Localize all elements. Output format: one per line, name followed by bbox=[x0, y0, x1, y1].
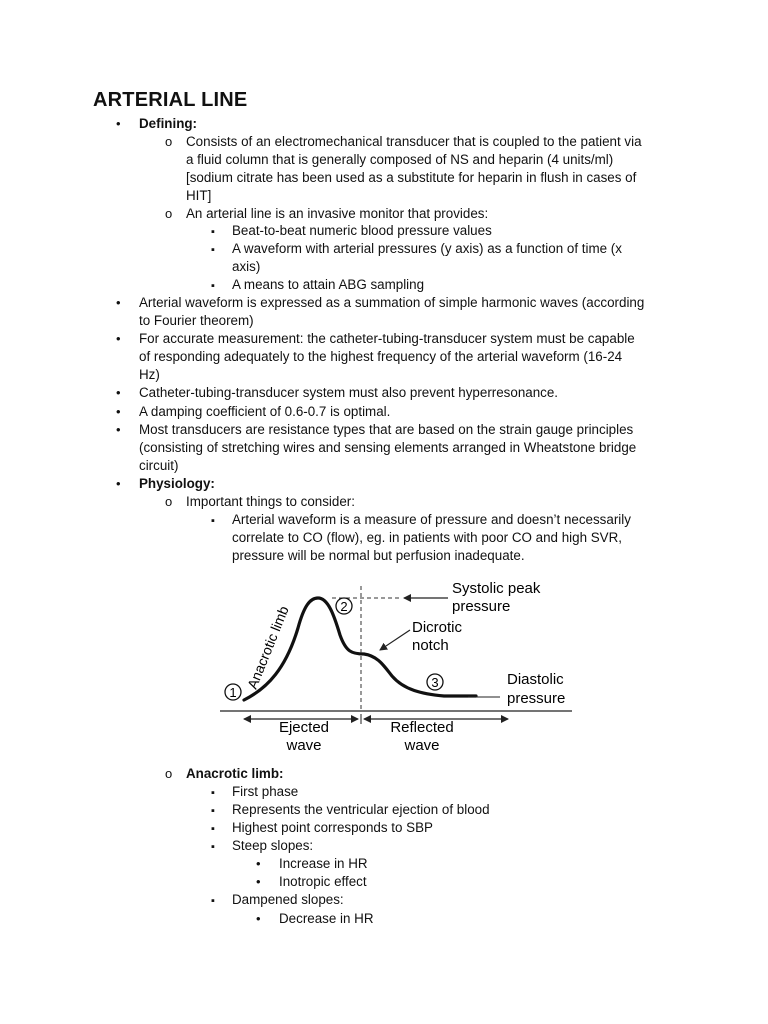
text-line: Most transducers are resistance types that are based on the strain gauge principles bbox=[139, 422, 634, 437]
bullet-marker bbox=[211, 891, 215, 910]
text-line: Consists of an electromechanical transducer that is coupled to the patient via bbox=[186, 134, 642, 149]
diastolic-label-1: Diastolic bbox=[507, 671, 564, 688]
heading-physiology: Physiology: bbox=[139, 476, 215, 491]
bullet-marker bbox=[211, 240, 215, 259]
text-line: pressure will be normal but perfusion inadequate. bbox=[232, 548, 525, 563]
bullet-marker bbox=[116, 115, 121, 133]
text-line: Decrease in HR bbox=[279, 911, 374, 926]
phase-2-number: 2 bbox=[340, 599, 348, 614]
text-line: Dampened slopes: bbox=[232, 892, 344, 907]
bullet-marker bbox=[211, 837, 215, 856]
text-line: circuit) bbox=[139, 458, 179, 473]
bullet-marker bbox=[116, 330, 121, 348]
text-line: A damping coefficient of 0.6-0.7 is optimal. bbox=[139, 404, 391, 419]
bullet-marker bbox=[165, 493, 172, 511]
reflected-label-1: Reflected bbox=[390, 719, 454, 736]
ejected-label-2: wave bbox=[286, 737, 322, 754]
systolic-label-1: Systolic peak bbox=[452, 580, 541, 597]
text-line: HIT] bbox=[186, 188, 212, 203]
text-line: Arterial waveform is a measure of pressure and doesn’t necessarily bbox=[232, 512, 631, 527]
text-line: An arterial line is an invasive monitor that provides: bbox=[186, 206, 489, 221]
arterial-waveform-figure bbox=[200, 570, 600, 760]
systolic-label-2: pressure bbox=[452, 598, 511, 615]
text-line: For accurate measurement: the catheter-tubing-transducer system must be capable bbox=[139, 331, 635, 346]
bullet-marker bbox=[116, 294, 121, 312]
bullet-marker bbox=[116, 421, 121, 439]
text-line: Important things to consider: bbox=[186, 494, 355, 509]
bullet-marker bbox=[165, 765, 172, 783]
text-line: Represents the ventricular ejection of blood bbox=[232, 802, 490, 817]
bullet-marker bbox=[211, 801, 215, 820]
text-line: Highest point corresponds to SBP bbox=[232, 820, 433, 835]
text-line: A waveform with arterial pressures (y axis) as a function of time (x bbox=[232, 241, 622, 256]
text-line: Catheter-tubing-transducer system must also prevent hyperresonance. bbox=[139, 385, 559, 400]
bullet-marker bbox=[211, 783, 215, 802]
bullet-marker bbox=[211, 511, 215, 530]
text-line: axis) bbox=[232, 259, 261, 274]
diastolic-label-2: pressure bbox=[507, 690, 566, 707]
dicrotic-arrow bbox=[380, 630, 410, 650]
reflected-label-2: wave bbox=[404, 737, 440, 754]
text-line: A means to attain ABG sampling bbox=[232, 277, 425, 292]
bullet-marker bbox=[256, 873, 261, 891]
text-line: First phase bbox=[232, 784, 299, 799]
text-line: Arterial waveform is expressed as a summation of simple harmonic waves (according bbox=[139, 295, 645, 310]
text-line: Hz) bbox=[139, 367, 160, 382]
text-line: of responding adequately to the highest frequency of the arterial waveform (16-24 bbox=[139, 349, 623, 364]
bullet-marker bbox=[165, 133, 172, 151]
bullet-marker bbox=[211, 222, 215, 241]
bullet-marker bbox=[256, 855, 261, 873]
page-title: ARTERIAL LINE bbox=[93, 89, 248, 111]
dicrotic-label-1: Dicrotic bbox=[412, 619, 463, 636]
text-line: [sodium citrate has been used as a substitute for heparin in flush in cases of bbox=[186, 170, 637, 185]
text-line: Increase in HR bbox=[279, 856, 368, 871]
phase-3-number: 3 bbox=[431, 675, 439, 690]
bullet-marker bbox=[211, 276, 215, 295]
bullet-marker bbox=[116, 403, 121, 421]
text-line: to Fourier theorem) bbox=[139, 313, 254, 328]
anacrotic-label: Anacrotic limb bbox=[243, 603, 292, 692]
phase-1-number: 1 bbox=[229, 685, 237, 700]
bullet-marker bbox=[211, 819, 215, 838]
heading-defining: Defining: bbox=[139, 116, 198, 131]
heading-anacrotic: Anacrotic limb: bbox=[186, 766, 284, 781]
text-line: correlate to CO (flow), eg. in patients with poor CO and high SVR, bbox=[232, 530, 622, 545]
dicrotic-label-2: notch bbox=[412, 637, 449, 654]
bullet-marker bbox=[116, 384, 121, 402]
text-line: (consisting of stretching wires and sensing elements arranged in Wheatstone bridge bbox=[139, 440, 637, 455]
bullet-marker bbox=[256, 910, 261, 928]
text-line: a fluid column that is generally composed of NS and heparin (4 units/ml) bbox=[186, 152, 614, 167]
text-line: Steep slopes: bbox=[232, 838, 314, 853]
bullet-marker bbox=[116, 475, 121, 493]
text-line: Inotropic effect bbox=[279, 874, 367, 889]
ejected-label-1: Ejected bbox=[278, 719, 330, 736]
text-line: Beat-to-beat numeric blood pressure values bbox=[232, 223, 492, 238]
bullet-marker bbox=[165, 205, 172, 223]
